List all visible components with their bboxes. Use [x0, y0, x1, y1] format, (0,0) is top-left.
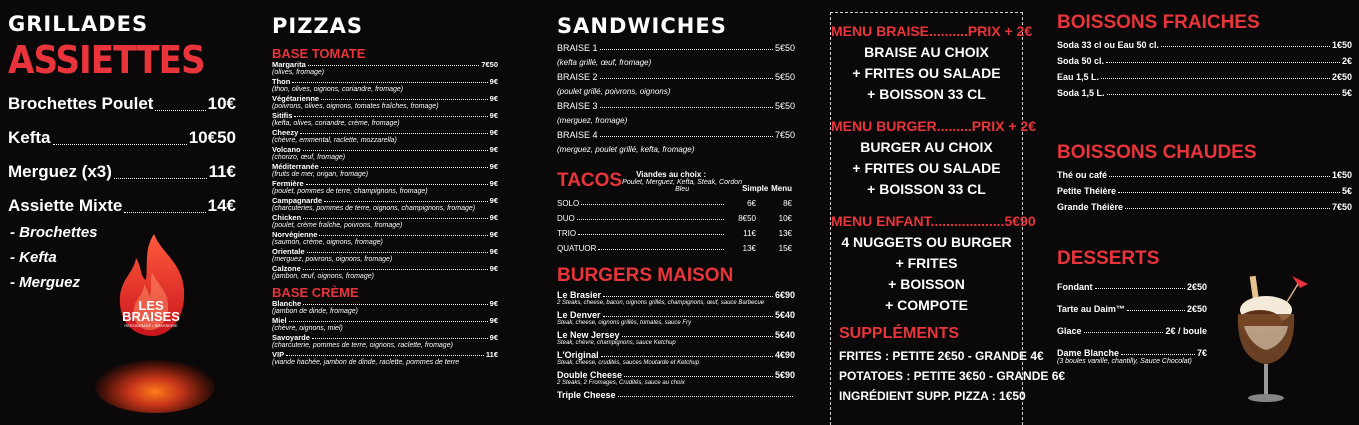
boisson-chaude-item: Thé ou café 1€50: [1057, 170, 1352, 180]
pizza-desc: (olives, fromage): [272, 69, 325, 76]
menu-burger-title: MENU BURGER.........PRIX + 2€: [831, 118, 1036, 134]
tacos-columns: [742, 184, 795, 193]
logo-subtitle: RESTAURANT • BRASSERIE: [124, 323, 178, 328]
menus-box: [830, 12, 1066, 425]
sandwich-list: [557, 43, 795, 154]
tacos-viandes-list: Poulet, Merguez, Kefta, Steak, Cordon Bleu: [622, 179, 743, 193]
desserts-list: [1057, 282, 1207, 366]
boissons-fraiches-title: BOISSONS FRAICHES: [1057, 12, 1260, 33]
burger-item: Triple Cheese: [557, 390, 795, 400]
burger-item: Double Cheese 5€90: [557, 370, 795, 380]
menu-line: + BOISSON 33 CL: [867, 86, 986, 102]
embers-image: [95, 360, 215, 413]
logo-text: LES BRAISES: [122, 298, 180, 324]
boissons-fraiches-list: [1057, 40, 1352, 98]
pizza-item: Campagnarde 9€: [272, 196, 498, 205]
boisson-fraiche-item: Soda 50 cl. 2€: [1057, 56, 1352, 66]
menu-line: + FRITES OU SALADE: [852, 65, 1001, 81]
boisson-fraiche-item: Soda 1,5 L. 5€: [1057, 88, 1352, 98]
menu-line: + FRITES OU SALADE: [852, 160, 1001, 176]
supplement-line: INGRÉDIENT SUPP. PIZZA : 1€50: [839, 389, 1026, 403]
tacos-title: TACOS: [557, 170, 623, 191]
assiette-item: Brochettes Poulet 10€: [8, 94, 236, 113]
sandwich-desc: (kefta grillé, œuf, fromage): [557, 58, 652, 67]
burger-desc: Steak, cheese, crudités, sauces Moutarde et Ketchup: [557, 360, 700, 366]
pizza-desc: (merguez, poivrons, oignons, fromage): [272, 256, 393, 263]
pizza-item: Calzone 9€: [272, 264, 498, 273]
boisson-fraiche-item: Eau 1,5 L. 2€50: [1057, 72, 1352, 82]
tacos-list: [557, 199, 795, 253]
sandwiches-title: SANDWICHES: [557, 14, 727, 38]
pizza-desc: (saumon, crème, oignons, fromage): [272, 239, 383, 246]
assiette-item: Kefta 10€50: [8, 128, 236, 147]
pizzas-column: [272, 0, 498, 413]
pizza-desc: (jambon de dinde, fromage): [272, 308, 358, 315]
pizza-desc: (kefta, olives, coriandre, crème, fromage): [272, 120, 400, 127]
pizza-desc: (chèvre, oignons, miel): [272, 325, 343, 332]
menu-line: + BOISSON: [888, 276, 965, 292]
pizza-desc: (chèvre, emmental, raclette, mozzarella): [272, 137, 397, 144]
menu-line: + FRITES: [895, 255, 958, 271]
tacos-col-menu: Menu: [771, 184, 792, 193]
supplement-line: FRITES : PETITE 2€50 - GRANDE 4€: [839, 349, 1044, 363]
dessert-item: Dame Blanche 7€: [1057, 348, 1207, 358]
menu-line: + COMPOTE: [885, 297, 968, 313]
pizza-desc: (jambon, œuf, oignons, fromage): [272, 273, 374, 280]
pizza-desc: (fruits de mer, origan, fromage): [272, 171, 369, 178]
burger-item: Le New Jersey 5€40: [557, 330, 795, 340]
menu-line: BURGER AU CHOIX: [860, 139, 993, 155]
creme-list: [272, 300, 498, 367]
pizza-item: Chicken 9€: [272, 213, 498, 222]
pizza-item: Miel 9€: [272, 316, 498, 325]
burger-desc: Steak, cheese, oignons grillés, tomates, sauce Fry: [557, 320, 692, 326]
pizza-desc: (poulet, pommes de terre, champignons, fromage): [272, 188, 428, 195]
tomate-list: [272, 61, 498, 281]
dessert-item: Tarte au Daim™ 2€50: [1057, 304, 1207, 314]
supplements-title: SUPPLÉMENTS: [839, 325, 960, 342]
tacos-header: [557, 170, 795, 193]
sandwich-desc: (merguez, fromage): [557, 116, 628, 125]
mixte-item: - Brochettes: [10, 224, 98, 241]
grillades-title: GRILLADES: [8, 12, 149, 36]
burger-desc: Steak, chèvre, champignons, sauce Ketchup: [557, 340, 676, 346]
base-creme-title: BASE CRÈME: [272, 285, 359, 300]
burger-item: Le Denver 5€40: [557, 310, 795, 320]
assiette-item: Assiette Mixte 14€: [8, 196, 236, 215]
dessert-desc: (3 boules vanille, chantilly, Sauce Chocolat): [1057, 358, 1192, 365]
pizza-item: Méditerranée 9€: [272, 162, 498, 171]
pizza-item: Thon 9€: [272, 77, 498, 86]
sandwich-item: BRAISE 3 5€50: [557, 101, 795, 111]
pizza-desc: (charcuterie, pommes de terre, oignons, raclette, fromage): [272, 342, 453, 349]
pizza-desc: (thon, olives, oignons, coriandre, fromage): [272, 86, 404, 93]
assiettes-title: ASSIETTES: [8, 38, 205, 82]
pizza-item: Volcano 9€: [272, 145, 498, 154]
assiette-item: Merguez (x3) 11€: [8, 162, 236, 181]
pizza-item: Cheezy 9€: [272, 128, 498, 137]
mixte-item: - Kefta: [10, 249, 57, 266]
menu-line: + BOISSON 33 CL: [867, 181, 986, 197]
boisson-chaude-item: Grande Théière 7€50: [1057, 202, 1352, 212]
pizza-item: Norvégienne 9€: [272, 230, 498, 239]
burgers-title: BURGERS MAISON: [557, 265, 734, 286]
pizza-item: VIP 11€: [272, 350, 498, 359]
boissons-chaudes-title: BOISSONS CHAUDES: [1057, 142, 1257, 163]
pizza-desc: (chorizo, œuf, fromage): [272, 154, 346, 161]
pizza-desc: (poivrons, olives, oignons, tomates fraîches, fromage): [272, 103, 439, 110]
menu-line: BRAISE AU CHOIX: [864, 44, 989, 60]
sandwiches-column: [557, 0, 795, 413]
tacos-col-simple: Simple: [742, 184, 769, 193]
dessert-item: Glace 2€ / boule: [1057, 326, 1207, 336]
burger-desc: 2 Steaks, cheese, bacon, oignons grillés, champignons, œuf, sauce Barbecue: [557, 300, 765, 306]
dessert-glass-icon: [1230, 270, 1310, 410]
boisson-fraiche-item: Soda 33 cl ou Eau 50 cl. 1€50: [1057, 40, 1352, 50]
pizza-item: Savoyarde 9€: [272, 333, 498, 342]
pizza-item: Fermière 9€: [272, 179, 498, 188]
burger-list: [557, 290, 795, 400]
sandwich-item: BRAISE 1 5€50: [557, 43, 795, 53]
menu-braise-title: MENU BRAISE..........PRIX + 2€: [831, 23, 1033, 39]
menu-enfant-title: MENU ENFANT...................5€90: [831, 213, 1036, 229]
pizza-desc: (charcuteries, pommes de terre, oignons, champignons, fromage): [272, 205, 476, 212]
tacos-item: QUATUOR 13€ 15€: [557, 244, 792, 253]
pizza-desc: (poulet, crème fraîche, poivrons, fromage): [272, 222, 403, 229]
tacos-item: TRIO 11€ 13€: [557, 229, 792, 238]
sandwich-desc: (poulet grillé, poivrons, oignons): [557, 87, 671, 96]
pizza-item: Sitifis 9€: [272, 111, 498, 120]
sandwich-desc: (merguez, poulet grillé, kefta, fromage): [557, 145, 695, 154]
pizza-item: Orientale 9€: [272, 247, 498, 256]
pizza-desc: (viande hachée, jambon de dinde, raclette, pommes de terre: [272, 359, 460, 366]
pizza-item: Blanche 9€: [272, 299, 498, 308]
tacos-item: DUO 8€50 10€: [557, 214, 792, 223]
pizzas-title: PIZZAS: [272, 14, 364, 38]
burger-desc: 2 Steaks, 2 Fromages, Crudités, sauce au choix: [557, 380, 685, 386]
boisson-chaude-item: Petite Théière 5€: [1057, 186, 1352, 196]
tacos-item: SOLO 6€ 8€: [557, 199, 792, 208]
pizza-item: Margarita 7€50: [272, 60, 498, 69]
menu-line: 4 NUGGETS OU BURGER: [841, 234, 1012, 250]
burger-item: L'Original 4€90: [557, 350, 795, 360]
boissons-chaudes-list: [1057, 170, 1352, 212]
burger-item: Le Brasier 6€90: [557, 290, 795, 300]
dessert-item: Fondant 2€50: [1057, 282, 1207, 292]
tacos-viandes-label: Viandes au choix :: [636, 170, 707, 179]
base-tomate-title: BASE TOMATE: [272, 46, 366, 61]
sandwich-item: BRAISE 2 5€50: [557, 72, 795, 82]
mixte-item: - Merguez: [10, 274, 81, 291]
grillades-column: [8, 0, 258, 413]
supplement-line: POTATOES : PETITE 3€50 - GRANDE 6€: [839, 369, 1066, 383]
pizza-item: Végétarienne 9€: [272, 94, 498, 103]
sandwich-item: BRAISE 4 7€50: [557, 130, 795, 140]
desserts-title: DESSERTS: [1057, 248, 1160, 269]
